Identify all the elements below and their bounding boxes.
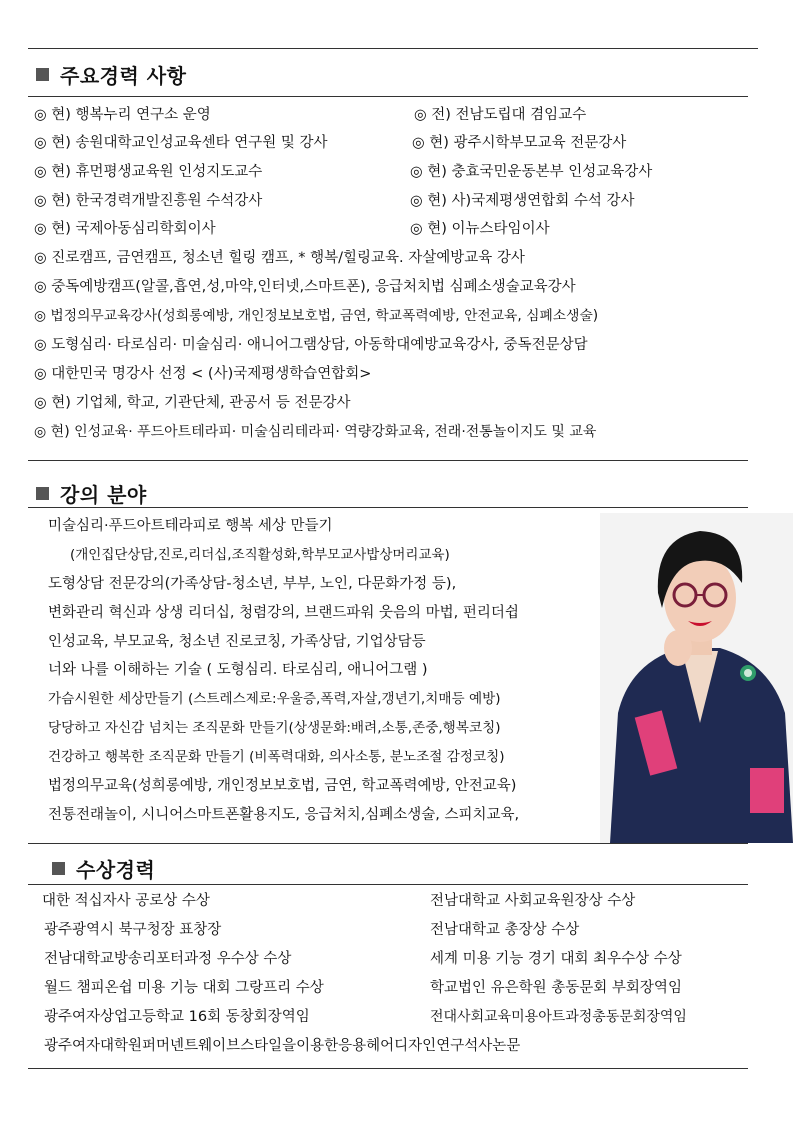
career-item: ◎ 현) 행복누리 연구소 운영 (34, 107, 211, 123)
career-item: ◎ 현) 광주시학부모교육 전문강사 (412, 135, 627, 151)
lecture-item: 당당하고 자신감 넘치는 조직문화 만들기(상생문화:배려,소통,존중,행복코칭) (48, 720, 501, 736)
career-item: ◎ 현) 이뉴스타임이사 (410, 221, 550, 237)
career-item: ◎ 전) 전남도립대 겸임교수 (414, 107, 587, 123)
award-item: 학교법인 유은학원 총동문회 부회장역임 (430, 980, 682, 996)
square-bullet-icon (36, 68, 49, 81)
portrait-photo (600, 513, 793, 843)
lecture-item: (개인집단상담,진로,리더십,조직활성화,학부모교사밥상머리교육) (70, 547, 450, 563)
career-item: ◎ 현) 국제아동심리학회이사 (34, 221, 216, 237)
square-bullet-icon (52, 862, 65, 875)
career-item: ◎ 현) 휴먼평생교육원 인성지도교수 (34, 164, 263, 180)
career-section-title (36, 60, 186, 89)
career-item: ◎ 법정의무교육강사(성희롱예방, 개인정보보호법, 금연, 학교폭력예방, 안전교육, 심폐소생술) (34, 308, 599, 324)
award-item: 전대사회교육미용아트과정총동문회장역임 (430, 1009, 687, 1025)
lecture-title-rule (28, 507, 748, 508)
awards-title-rule (28, 884, 748, 885)
award-item: 대한 적십자사 공로상 수상 (42, 893, 210, 909)
career-item: ◎ 현) 송원대학교인성교육센타 연구원 및 강사 (34, 135, 328, 151)
career-title-rule (28, 96, 748, 97)
lecture-item: 전통전래놀이, 시니어스마트폰활용지도, 응급처치,심폐소생술, 스피치교육, (48, 807, 520, 823)
career-item: ◎ 현) 사)국제평생연합회 수석 강사 (410, 193, 635, 209)
lecture-item: 인성교육, 부모교육, 청소년 진로코칭, 가족상담, 기업상담등 (48, 634, 426, 650)
bottom-rule (28, 1068, 748, 1069)
award-item: 전남대학교 사회교육원장상 수상 (430, 893, 636, 909)
lecture-item: 너와 나를 이해하는 기술 ( 도형심리. 타로심리, 애니어그램 ) (48, 662, 428, 678)
award-item: 월드 챔피온쉽 미용 기능 대회 그랑프리 수상 (44, 980, 324, 996)
lecture-item: 법정의무교육(성희롱예방, 개인정보보호법, 금연, 학교폭력예방, 안전교육) (48, 778, 517, 794)
awards-title-text: 수상경력 (76, 858, 156, 882)
career-title-text: 주요경력 사항 (60, 64, 187, 88)
lecture-item: 변화관리 혁신과 상생 리더십, 청렴강의, 브랜드파워 웃음의 마법, 펀리더쉽 (48, 605, 519, 621)
lecture-title-text: 강의 분야 (60, 483, 147, 507)
career-item: ◎ 대한민국 명강사 선정 < (사)국제평생학습연합회> (34, 366, 372, 382)
lecture-bottom-rule (28, 843, 748, 844)
career-item: ◎ 도형심리· 타로심리· 미술심리· 애니어그램상담, 아동학대예방교육강사, 중독전문상담 (34, 337, 588, 353)
career-item: ◎ 중독예방캠프(알콜,흡연,성,마약,인터넷,스마트폰), 응급처치법 심폐소생술교육강사 (34, 279, 576, 295)
lecture-item: 도형상담 전문강의(가족상담-청소년, 부부, 노인, 다문화가정 등), (48, 576, 457, 592)
square-bullet-icon (36, 487, 49, 500)
career-item: ◎ 현) 기업체, 학교, 기관단체, 관공서 등 전문강사 (34, 395, 351, 411)
award-item: 세계 미용 기능 경기 대회 최우수상 수상 (430, 951, 682, 967)
award-item: 광주여자상업고등학교 16회 동창회장역임 (44, 1009, 310, 1025)
lecture-item: 미술심리·푸드아트테라피로 행복 세상 만들기 (48, 518, 333, 534)
lecture-top-rule (28, 460, 748, 461)
career-item: ◎ 현) 한국경력개발진흥원 수석강사 (34, 193, 263, 209)
lecture-item: 가슴시원한 세상만들기 (스트레스제로:우울증,폭력,자살,갱년기,치매등 예방) (48, 691, 501, 707)
award-item: 광주여자대학원퍼머넨트웨이브스타일을이용한응용헤어디자인연구석사논문 (44, 1038, 521, 1054)
lecture-section-title (36, 479, 147, 508)
top-rule (28, 48, 758, 49)
lecture-item: 건강하고 행복한 조직문화 만들기 (비폭력대화, 의사소통, 분노조절 감정코칭) (48, 749, 505, 765)
award-item: 전남대학교 총장상 수상 (430, 922, 580, 938)
awards-section-title (52, 854, 155, 883)
career-item: ◎ 현) 충효국민운동본부 인성교육강사 (410, 164, 653, 180)
career-item: ◎ 진로캠프, 금연캠프, 청소년 힐링 캠프, * 행복/힐링교육. 자살예방교육 강사 (34, 250, 525, 266)
award-item: 광주광역시 북구청장 표창장 (44, 922, 222, 938)
award-item: 전남대학교방송리포터과정 우수상 수상 (44, 951, 292, 967)
career-item: ◎ 현) 인성교육· 푸드아트테라피· 미술심리테라피· 역량강화교육, 전래·전통놀이지도 및 교육 (34, 424, 597, 440)
